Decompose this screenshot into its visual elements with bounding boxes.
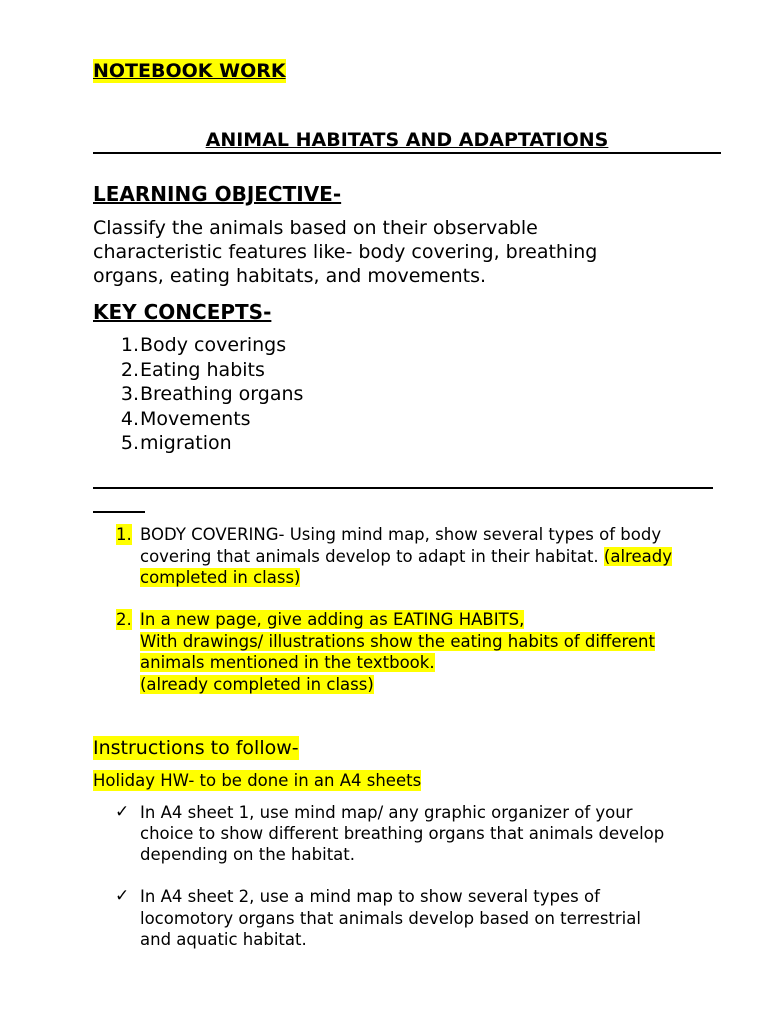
list-number: 1.	[120, 334, 139, 356]
task2-line	[140, 652, 435, 673]
notebook-work-label: NOTEBOOK WORK	[93, 60, 286, 82]
task2-line-text: With drawings/ illustrations show the eating habits of different	[140, 632, 655, 651]
learning-objective-line: characteristic features like- body covering, breathing	[93, 241, 598, 263]
instructions-heading: Instructions to follow-	[93, 737, 299, 759]
key-concept-item	[93, 407, 251, 431]
sheet2-line: In A4 sheet 2, use a mind map to show several types of	[140, 887, 600, 906]
learning-objective-line: organs, eating habitats, and movements.	[93, 265, 487, 287]
holiday-hw-label: Holiday HW- to be done in an A4 sheets	[93, 771, 422, 790]
task2-line-text: (already completed in class)	[140, 675, 374, 694]
sheet1-line: depending on the habitat.	[140, 845, 355, 864]
task1-line	[140, 546, 672, 567]
task-number: 2.	[116, 610, 132, 629]
checkmark-icon: ✓	[115, 802, 130, 822]
document-title: ANIMAL HABITATS AND ADAPTATIONS	[205, 129, 609, 151]
task2-line-text: animals mentioned in the textbook.	[140, 653, 435, 672]
list-number: 4.	[120, 408, 139, 430]
task1-line	[140, 567, 300, 588]
task1-line-highlight: completed in class)	[140, 568, 301, 587]
separator-rule-tail	[93, 511, 145, 513]
task1-line: BODY COVERING- Using mind map, show several types of body	[140, 525, 662, 544]
key-concept-text: Body coverings	[140, 334, 287, 356]
key-concept-text: Movements	[140, 408, 251, 430]
key-concept-text: migration	[140, 432, 232, 454]
task2-line	[140, 609, 524, 630]
sheet1-line: choice to show different breathing organs that animals develop	[140, 824, 665, 843]
task1-line-highlight: (already	[603, 547, 672, 566]
list-number: 3.	[120, 383, 139, 405]
task2-line-text: In a new page, give adding as EATING HABITS,	[140, 610, 525, 629]
list-number: 2.	[120, 359, 139, 381]
sheet2-line: locomotory organs that animals develop based on terrestrial	[140, 909, 641, 928]
key-concept-text: Breathing organs	[140, 383, 304, 405]
checkmark-icon: ✓	[115, 886, 130, 906]
key-concept-text: Eating habits	[140, 359, 265, 381]
separator-rule	[93, 487, 713, 489]
sheet1-line: In A4 sheet 1, use mind map/ any graphic organizer of your	[140, 803, 633, 822]
task2-line	[140, 674, 374, 695]
sheet2-line: and aquatic habitat.	[140, 930, 307, 949]
learning-objective-line: Classify the animals based on their observable	[93, 217, 538, 239]
title-underline-rule	[93, 152, 721, 154]
list-number: 5.	[120, 432, 139, 454]
key-concept-item	[93, 333, 286, 357]
key-concept-item	[93, 431, 232, 455]
task1-line-plain: covering that animals develop to adapt in their habitat.	[140, 547, 604, 566]
learning-objective-heading: LEARNING OBJECTIVE-	[93, 182, 342, 206]
task2-line	[140, 631, 655, 652]
key-concept-item	[93, 358, 265, 382]
key-concept-item	[93, 382, 303, 406]
key-concepts-heading: KEY CONCEPTS-	[93, 300, 272, 324]
task-number: 1.	[116, 525, 132, 544]
